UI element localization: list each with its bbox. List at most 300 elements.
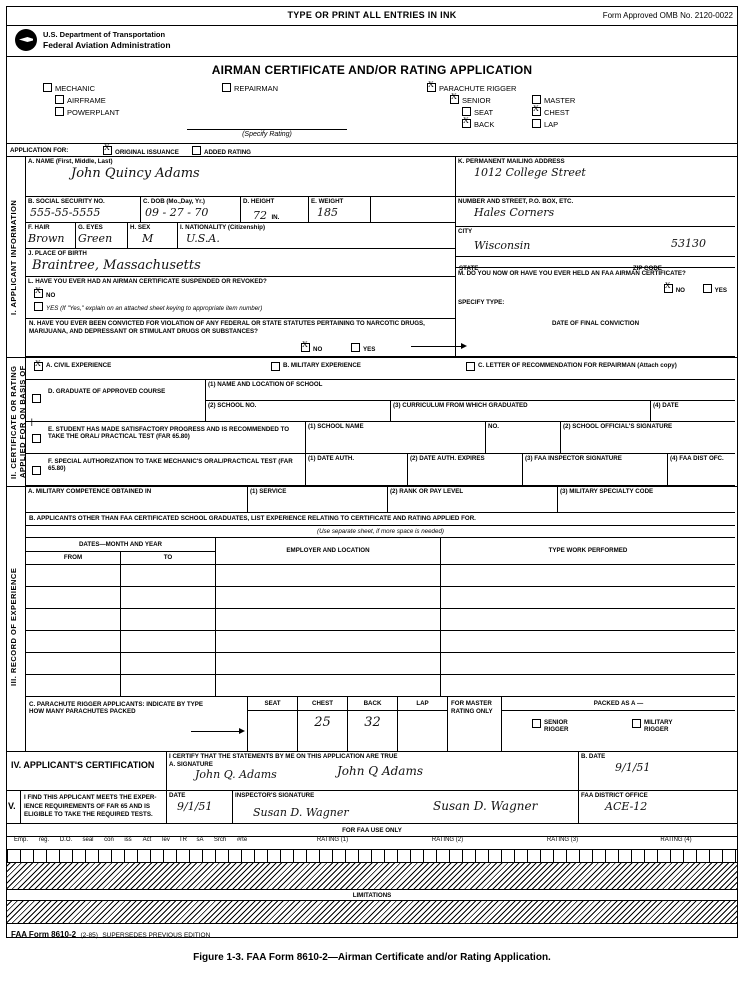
rigger-value-chest-text: 25: [314, 715, 331, 730]
table-row[interactable]: [441, 565, 735, 587]
field-dob-label: C. DOB (Mo.,Day, Yr.): [143, 198, 205, 205]
cat-powerplant-label: POWERPLANT: [67, 108, 120, 117]
table-row[interactable]: [216, 565, 441, 587]
table-row[interactable]: [441, 653, 735, 675]
field-city-state-zip[interactable]: [456, 227, 735, 257]
checkbox-military-experience[interactable]: [271, 362, 280, 371]
suspended-yes-label: YES (If "Yes," explain on an attached sheet keying to appropriate item number): [46, 305, 263, 313]
held-faa-no-label: NO: [675, 287, 685, 294]
cat-back[interactable]: [462, 119, 494, 129]
form-header-bar: [7, 7, 737, 26]
field-faa-dist-ofc[interactable]: [668, 454, 735, 486]
field-faa-dist-ofc-label: (4) FAA DIST OFC.: [670, 455, 724, 462]
field-applicant-signature[interactable]: [167, 752, 579, 790]
cat-airframe-label: AIRFRAME: [67, 96, 106, 105]
table-row[interactable]: [121, 609, 216, 631]
faa-use-columns: [7, 836, 737, 849]
cat-mechanic-label: MECHANIC: [55, 84, 96, 93]
table-row[interactable]: [26, 631, 121, 653]
rigger-value-back-text: 32: [364, 715, 381, 730]
from-header-label: FROM: [63, 554, 83, 561]
narcotics-yes-label: YES: [363, 346, 376, 353]
checkbox-packed-military[interactable]: [632, 719, 641, 728]
field-nationality-label: I. NATIONALITY (Citizenship): [180, 224, 266, 231]
held-faa-no[interactable]: [664, 284, 685, 294]
field-dob-value: 09 - 27 - 70: [145, 206, 209, 220]
checkbox-narcotics-no[interactable]: [301, 343, 310, 352]
cat-lap[interactable]: [532, 119, 558, 129]
field-curriculum[interactable]: [391, 401, 651, 422]
field-specialty-code[interactable]: [558, 487, 735, 513]
table-row[interactable]: [26, 587, 121, 609]
eligibility-statement: I FIND THIS APPLICANT MEETS THE EXPER- IENCE REQUIREMENTS OF FAR 65 AND IS ELIGIBLE TO TAKE THE REQUIRED TESTS.: [24, 794, 157, 819]
experience-b-note-row: [26, 526, 735, 538]
section5-numeral-box: [7, 791, 21, 823]
field-held-faa-label: M. DO YOU NOW OR HAVE YOU EVER HELD AN FAA AIRMAN CERTIFICATE?: [458, 270, 686, 277]
packed-as-options: [502, 711, 735, 751]
checkbox-held-faa-yes[interactable]: [703, 284, 712, 293]
field-weight-label: E. WEIGHT: [311, 198, 344, 205]
application-for-row: [7, 144, 737, 157]
rigger-col-lap-label: LAP: [416, 700, 429, 707]
table-row[interactable]: [216, 587, 441, 609]
added-rating-label: ADDED RATING: [204, 149, 251, 156]
field-school-official-signature-label: (2) SCHOOL OFFICIAL'S SIGNATURE: [563, 423, 673, 430]
print-notice: TYPE OR PRINT ALL ENTRIES IN INK: [287, 10, 457, 20]
packed-as-header: [502, 697, 735, 711]
rigger-col-chest: [298, 697, 348, 711]
basis-civil[interactable]: [34, 362, 116, 372]
held-faa-yes-label: YES: [714, 287, 727, 294]
inspector-date-label: DATE: [169, 792, 186, 799]
rigger-col-back-label: BACK: [363, 700, 382, 707]
held-faa-yes[interactable]: [703, 284, 727, 294]
field-birthplace[interactable]: [26, 249, 456, 277]
field-eyes-label: G. EYES: [78, 224, 103, 231]
dot-label: U.S. Department of Transportation: [43, 30, 166, 39]
field-district-office[interactable]: [579, 791, 737, 823]
col-rte: #rte: [236, 837, 248, 843]
field-street[interactable]: [456, 197, 735, 227]
field-ssn-value: 555-55-5555: [30, 206, 101, 220]
field-grad-date[interactable]: [651, 401, 735, 422]
signature-label: A. SIGNATURE: [169, 761, 213, 769]
rating-4-label: RATING (4): [660, 837, 692, 843]
field-address[interactable]: [456, 157, 735, 197]
packed-senior[interactable]: [532, 719, 588, 733]
section4-title-box: [7, 752, 167, 790]
cat-chest[interactable]: [532, 107, 569, 117]
faa-use-only-title: FOR FAA USE ONLY: [342, 827, 402, 834]
agency-header: [7, 26, 737, 57]
cat-back-label: BACK: [474, 120, 495, 129]
state-zip-labels: [459, 257, 738, 272]
work-header-label: TYPE WORK PERFORMED: [548, 547, 628, 554]
field-hair[interactable]: [26, 223, 76, 249]
rigger-value-lap[interactable]: [398, 711, 448, 751]
faa-label: Federal Aviation Administration: [43, 40, 171, 50]
checkbox-added-rating[interactable]: [192, 146, 201, 155]
checkbox-student-progress[interactable]: [32, 434, 41, 443]
section4-title: IV. APPLICANT'S CERTIFICATION: [11, 760, 155, 770]
field-date-auth[interactable]: [306, 454, 408, 486]
col-reg: reg.: [38, 837, 50, 843]
checkbox-back[interactable]: [462, 119, 471, 128]
field-height-value: 72: [253, 209, 267, 223]
field-rigger[interactable]: [26, 697, 248, 751]
field-sex-value: M: [142, 232, 154, 246]
packed-senior-label: SENIOR RIGGER: [544, 719, 569, 734]
field-name-value: John Quincy Adams: [71, 166, 200, 182]
field-held-faa[interactable]: [456, 269, 735, 319]
field-graduate[interactable]: [26, 380, 206, 422]
faa-use-hatch-2: [7, 900, 737, 923]
faa-seal-icon: [15, 29, 37, 51]
employer-header: [216, 538, 441, 565]
field-e-school-name-label: (1) SCHOOL NAME: [308, 423, 364, 430]
field-address-label: K. PERMANENT MAILING ADDRESS: [458, 158, 565, 165]
page-title: AIRMAN CERTIFICATE AND/OR RATING APPLICATION: [211, 63, 533, 77]
field-e-school-no-label: NO.: [488, 423, 500, 430]
field-zip-value: 53130: [671, 237, 706, 250]
dates-header: [26, 538, 216, 552]
suspended-no[interactable]: [26, 286, 455, 299]
basis-letter[interactable]: [466, 362, 678, 372]
inspector-signature-label: INSPECTOR'S SIGNATURE: [235, 792, 315, 799]
inspector-signature-printed: Susan D. Wagner: [253, 806, 349, 819]
faa-use-grid-row[interactable]: [7, 849, 737, 862]
field-inspector-signature[interactable]: [233, 791, 579, 823]
field-weight-value: 185: [317, 206, 338, 220]
field-date-auth-expires[interactable]: [408, 454, 523, 486]
rating-2-label: RATING (2): [431, 837, 464, 843]
limitations-row: [7, 889, 737, 900]
field-height-unit: IN.: [271, 214, 280, 222]
checkbox-suspended-yes[interactable]: [34, 302, 43, 311]
suspended-no-label: NO: [46, 292, 56, 300]
category-block: [7, 79, 737, 144]
rigger-value-seat[interactable]: [248, 711, 298, 751]
field-rigger-label: C. PARACHUTE RIGGER APPLICANTS: INDICATE BY TYPE HOW MANY PARACHUTES PACKED: [29, 701, 204, 716]
table-row[interactable]: [26, 565, 121, 587]
rigger-col-seat: [248, 697, 298, 711]
checkbox-repairman[interactable]: [222, 83, 231, 92]
table-row[interactable]: [216, 675, 441, 697]
rigger-master-only-label: FOR MASTER RATING ONLY: [451, 700, 493, 716]
application-for-original[interactable]: [103, 146, 179, 156]
field-specialty-code-label: (3) MILITARY SPECIALTY CODE: [560, 488, 654, 495]
field-height-label: D. HEIGHT: [243, 198, 275, 205]
checkbox-airframe[interactable]: [55, 95, 64, 104]
packed-military[interactable]: [632, 719, 688, 733]
field-special-auth[interactable]: [26, 454, 306, 486]
field-special-auth-label: F. SPECIAL AUTHORIZATION TO TAKE MECHANIC'S ORAL/PRACTICAL TEST (FAR 65.80): [48, 458, 293, 473]
field-narcotics[interactable]: [26, 319, 456, 357]
field-sex-label: H. SEX: [130, 224, 151, 231]
section-record-of-experience: [7, 486, 737, 751]
field-address-line1: 1012 College Street: [474, 166, 586, 180]
narcotics-no-label: NO: [313, 346, 323, 353]
field-weight[interactable]: [309, 197, 371, 223]
field-name[interactable]: [26, 157, 456, 197]
form-supersedes: SUPERSEDES PREVIOUS EDITION: [102, 932, 211, 939]
field-city-value: Wisconsin: [474, 239, 531, 253]
checkbox-chest[interactable]: [532, 107, 541, 116]
checkbox-master[interactable]: [532, 95, 541, 104]
section3-title: III. RECORD OF EXPERIENCE: [9, 567, 18, 687]
checkbox-mechanic[interactable]: [43, 83, 52, 92]
rigger-arrow-head-icon: [239, 728, 245, 734]
packed-as-label: PACKED AS A —: [593, 700, 644, 707]
checkbox-narcotics-yes[interactable]: [351, 343, 360, 352]
table-row[interactable]: [26, 609, 121, 631]
eligibility-statement-box: [21, 791, 167, 823]
field-sex[interactable]: [128, 223, 178, 249]
col-iss: iss: [124, 837, 132, 843]
rigger-value-chest[interactable]: [298, 711, 348, 751]
table-row[interactable]: [121, 675, 216, 697]
narcotics-yes[interactable]: [351, 343, 375, 353]
table-row[interactable]: [121, 653, 216, 675]
field-service-label: (1) SERVICE: [250, 488, 287, 495]
table-row[interactable]: [121, 587, 216, 609]
cat-parachute-rigger[interactable]: [427, 83, 516, 93]
field-street-value: Hales Corners: [474, 206, 555, 220]
signature-printed: John Q. Adams: [195, 768, 277, 781]
rigger-value-seat-text: [248, 711, 297, 715]
field-zip-label: ZIP CODE: [632, 265, 662, 272]
field-date-auth-expires-label: (2) DATE AUTH. EXPIRES: [410, 455, 485, 462]
checkbox-suspended-no[interactable]: [34, 289, 43, 298]
field-curriculum-label: (3) CURRICULUM FROM WHICH GRADUATED: [393, 402, 528, 409]
checkbox-packed-senior[interactable]: [532, 719, 541, 728]
table-row[interactable]: [26, 675, 121, 697]
checkbox-parachute-rigger[interactable]: [427, 83, 436, 92]
field-conviction-date[interactable]: [456, 319, 735, 357]
to-header-label: TO: [163, 554, 173, 561]
cat-senior-label: SENIOR: [462, 96, 491, 105]
rating-1-label: RATING (1): [316, 837, 349, 843]
checkbox-lap[interactable]: [532, 119, 541, 128]
checkbox-powerplant[interactable]: [55, 107, 64, 116]
table-row[interactable]: [216, 631, 441, 653]
section5-title: V.: [8, 801, 16, 811]
table-row[interactable]: [216, 609, 441, 631]
field-military-competence-label: A. MILITARY COMPETENCE OBTAINED IN: [28, 488, 152, 495]
rigger-col-back: [348, 697, 398, 711]
checkbox-original-issuance[interactable]: [103, 146, 112, 155]
application-for-added[interactable]: [192, 146, 251, 156]
limitations-label: LIMITATIONS: [352, 892, 392, 899]
col-srch: Srch: [213, 837, 227, 843]
field-graduate-label: D. GRADUATE OF APPROVED COURSE: [48, 388, 166, 395]
inspector-signature-script: Susan D. Wagner: [433, 799, 538, 813]
checkbox-letter-recommendation[interactable]: [466, 362, 475, 371]
packed-military-label: MILITARY RIGGER: [644, 719, 673, 734]
section-inspector-certification: [7, 790, 737, 823]
section-applicant-information: [7, 157, 737, 357]
field-grad-date-label: (4) DATE: [653, 402, 679, 409]
field-rank-label: (2) RANK OR PAY LEVEL: [390, 488, 464, 495]
cat-repairman-label: REPAIRMAN: [234, 84, 279, 93]
cat-chest-label: CHEST: [544, 108, 570, 117]
checkbox-civil-experience[interactable]: [34, 362, 43, 371]
field-narcotics-label: N. HAVE YOU EVER BEEN CONVICTED FOR VIOLATION OF ANY FEDERAL OR STATE STATUTES PERTAINING TO NARCOTIC DRUGS, MARIJUANA, AND DEPRESSANT OR STIMULANT DRUGS OR SUBSTANCES?: [29, 320, 425, 335]
divider-address-bottom: [456, 267, 735, 268]
checkbox-special-auth[interactable]: [32, 466, 41, 475]
field-dob[interactable]: [141, 197, 241, 223]
rating-3-label: RATING (3): [546, 837, 579, 843]
suspended-yes[interactable]: [26, 299, 455, 312]
table-row[interactable]: [441, 631, 735, 653]
field-birthplace-label: J. PLACE OF BIRTH: [28, 250, 87, 257]
field-nationality-value: U.S.A.: [186, 232, 220, 246]
signature-script: John Q Adams: [337, 764, 423, 778]
field-city-label: CITY: [458, 228, 473, 235]
field-hair-value: Brown: [28, 232, 65, 246]
col-act: Act: [142, 837, 152, 843]
cat-repairman[interactable]: [222, 83, 278, 93]
field-hair-label: F. HAIR: [28, 224, 50, 231]
field-height[interactable]: [241, 197, 309, 223]
field-inspector-signature-2-label: (3) FAA INSPECTOR SIGNATURE: [525, 455, 622, 462]
from-header: [26, 552, 121, 565]
field-spacer-1: [371, 197, 456, 223]
applicant-date-label: B. DATE: [581, 753, 606, 760]
omb-number: Form Approved OMB No. 2120-0022: [602, 11, 733, 20]
work-header: [441, 538, 735, 565]
certify-statement: I CERTIFY THAT THE STATEMENTS BY ME ON THIS APPLICATION ARE TRUE: [169, 753, 398, 760]
dates-header-label: DATES—MONTH AND YEAR: [78, 541, 163, 548]
basis-letter-label: C. LETTER OF RECOMMENDATION FOR REPAIRMAN (Attach copy): [478, 362, 677, 369]
field-inspector-date[interactable]: [167, 791, 233, 823]
cat-lap-label: LAP: [544, 120, 559, 129]
field-date-auth-label: (1) DATE AUTH.: [308, 455, 355, 462]
cat-master-label: MASTER: [544, 96, 576, 105]
basis-row: [26, 358, 735, 380]
checkbox-held-faa-no[interactable]: [664, 284, 673, 293]
faa-use-col-labels: [9, 837, 269, 849]
basis-military-label: B. MILITARY EXPERIENCE: [283, 362, 361, 369]
field-service[interactable]: [248, 487, 388, 513]
field-eyes-value: Green: [78, 232, 113, 246]
field-ssn-label: B. SOCIAL SECURITY NO.: [28, 198, 105, 205]
faa-use-only-header: [7, 823, 737, 836]
field-school-no-label: (2) SCHOOL NO.: [208, 402, 257, 409]
col-do: D.O.: [59, 837, 73, 843]
field-nationality[interactable]: [178, 223, 456, 249]
section1-title: I. APPLICANT INFORMATION: [9, 199, 18, 315]
field-inspector-signature-2[interactable]: [523, 454, 668, 486]
faa-use-rating-labels: [275, 837, 737, 849]
field-suspended-label: L. HAVE YOU EVER HAD AN AIRMAN CERTIFICATE SUSPENDED OR REVOKED?: [28, 278, 267, 285]
rigger-value-back[interactable]: [348, 711, 398, 751]
table-row[interactable]: [441, 587, 735, 609]
cat-senior[interactable]: [450, 95, 491, 105]
field-rank[interactable]: [388, 487, 558, 513]
rigger-value-lap-text: [398, 711, 447, 715]
basis-civil-label: A. CIVIL EXPERIENCE: [46, 362, 112, 369]
field-military-competence[interactable]: [26, 487, 248, 513]
table-row[interactable]: [121, 565, 216, 587]
to-header: [121, 552, 216, 565]
form-id: FAA Form 8610-2: [11, 930, 77, 939]
field-school-official-signature[interactable]: [561, 422, 735, 454]
col-lev: lev: [162, 837, 170, 843]
field-ssn[interactable]: [26, 197, 141, 223]
field-birthplace-value: Braintree, Massachusetts: [32, 258, 201, 274]
applicant-date-value: 9/1/51: [615, 761, 651, 775]
col-seal: seal: [82, 837, 94, 843]
faa-form-8610-2: [6, 6, 738, 938]
field-school-name-label: (1) NAME AND LOCATION OF SCHOOL: [208, 381, 323, 388]
checkbox-graduate[interactable]: [32, 394, 41, 403]
table-row[interactable]: [26, 653, 121, 675]
rigger-col-seat-label: SEAT: [264, 700, 281, 707]
col-tr: TR: [179, 837, 187, 843]
field-suspended[interactable]: [26, 277, 456, 319]
original-issuance-label: ORIGINAL ISSUANCE: [115, 149, 179, 156]
table-row[interactable]: [216, 653, 441, 675]
col-emp: Emp.: [13, 837, 28, 843]
cat-powerplant[interactable]: [55, 107, 120, 117]
col-sa: sA: [196, 837, 204, 843]
inspector-date-value: 9/1/51: [177, 800, 213, 814]
district-office-value: ACE-12: [605, 800, 648, 814]
checkbox-seat[interactable]: [462, 107, 471, 116]
field-school-no[interactable]: [206, 401, 391, 422]
form-footer: [7, 923, 737, 938]
district-office-label: FAA DISTRICT OFFICE: [581, 792, 648, 799]
cat-airframe[interactable]: [55, 95, 106, 105]
field-school-name[interactable]: [206, 380, 735, 401]
field-student-progress[interactable]: [26, 422, 306, 454]
section-applicant-certification: [7, 751, 737, 790]
rigger-col-chest-label: CHEST: [312, 700, 333, 707]
col-con: con: [104, 837, 114, 843]
narcotics-no[interactable]: [301, 343, 322, 353]
experience-b-note: (Use separate sheet, if more space is needed): [317, 528, 444, 535]
cat-seat-label: SEAT: [474, 108, 494, 117]
faa-use-hatch-1: [7, 862, 737, 889]
application-for-label: APPLICATION FOR:: [10, 147, 69, 154]
cat-parachute-rigger-label: PARACHUTE RIGGER: [439, 84, 517, 93]
table-row[interactable]: [441, 609, 735, 631]
checkbox-senior[interactable]: [450, 95, 459, 104]
section-certificate-basis: [7, 357, 737, 486]
field-e-school-no[interactable]: [486, 422, 561, 454]
basis-military[interactable]: [271, 362, 363, 372]
figure-caption: Figure 1-3. FAA Form 8610-2—Airman Certificate and/or Rating Application.: [193, 952, 551, 963]
field-state-label: STATE: [459, 265, 479, 272]
field-eyes[interactable]: [76, 223, 128, 249]
cat-mechanic[interactable]: [43, 83, 95, 93]
experience-b-header: [26, 513, 735, 526]
table-row[interactable]: [121, 631, 216, 653]
employer-header-label: EMPLOYER AND LOCATION: [286, 547, 370, 554]
field-applicant-date[interactable]: [579, 752, 737, 790]
form-rev: (2-85): [80, 932, 98, 939]
field-name-label: A. NAME (First, Middle, Last): [28, 158, 113, 165]
field-street-label: NUMBER AND STREET, P.O. BOX, ETC.: [458, 198, 574, 205]
field-e-school-name[interactable]: [306, 422, 486, 454]
table-row[interactable]: [441, 675, 735, 697]
rigger-arrow-line: [191, 731, 241, 732]
rigger-master-only: [448, 697, 502, 751]
specify-rating-label: (Specify Rating): [187, 129, 347, 138]
specify-type-label: SPECIFY TYPE:: [458, 299, 505, 306]
experience-b-label: B. APPLICANTS OTHER THAN FAA CERTIFICATED SCHOOL GRADUATES, LIST EXPERIENCE RELATING TO CERTIFICATE AND RATING APPLIED FOR.: [29, 515, 476, 522]
